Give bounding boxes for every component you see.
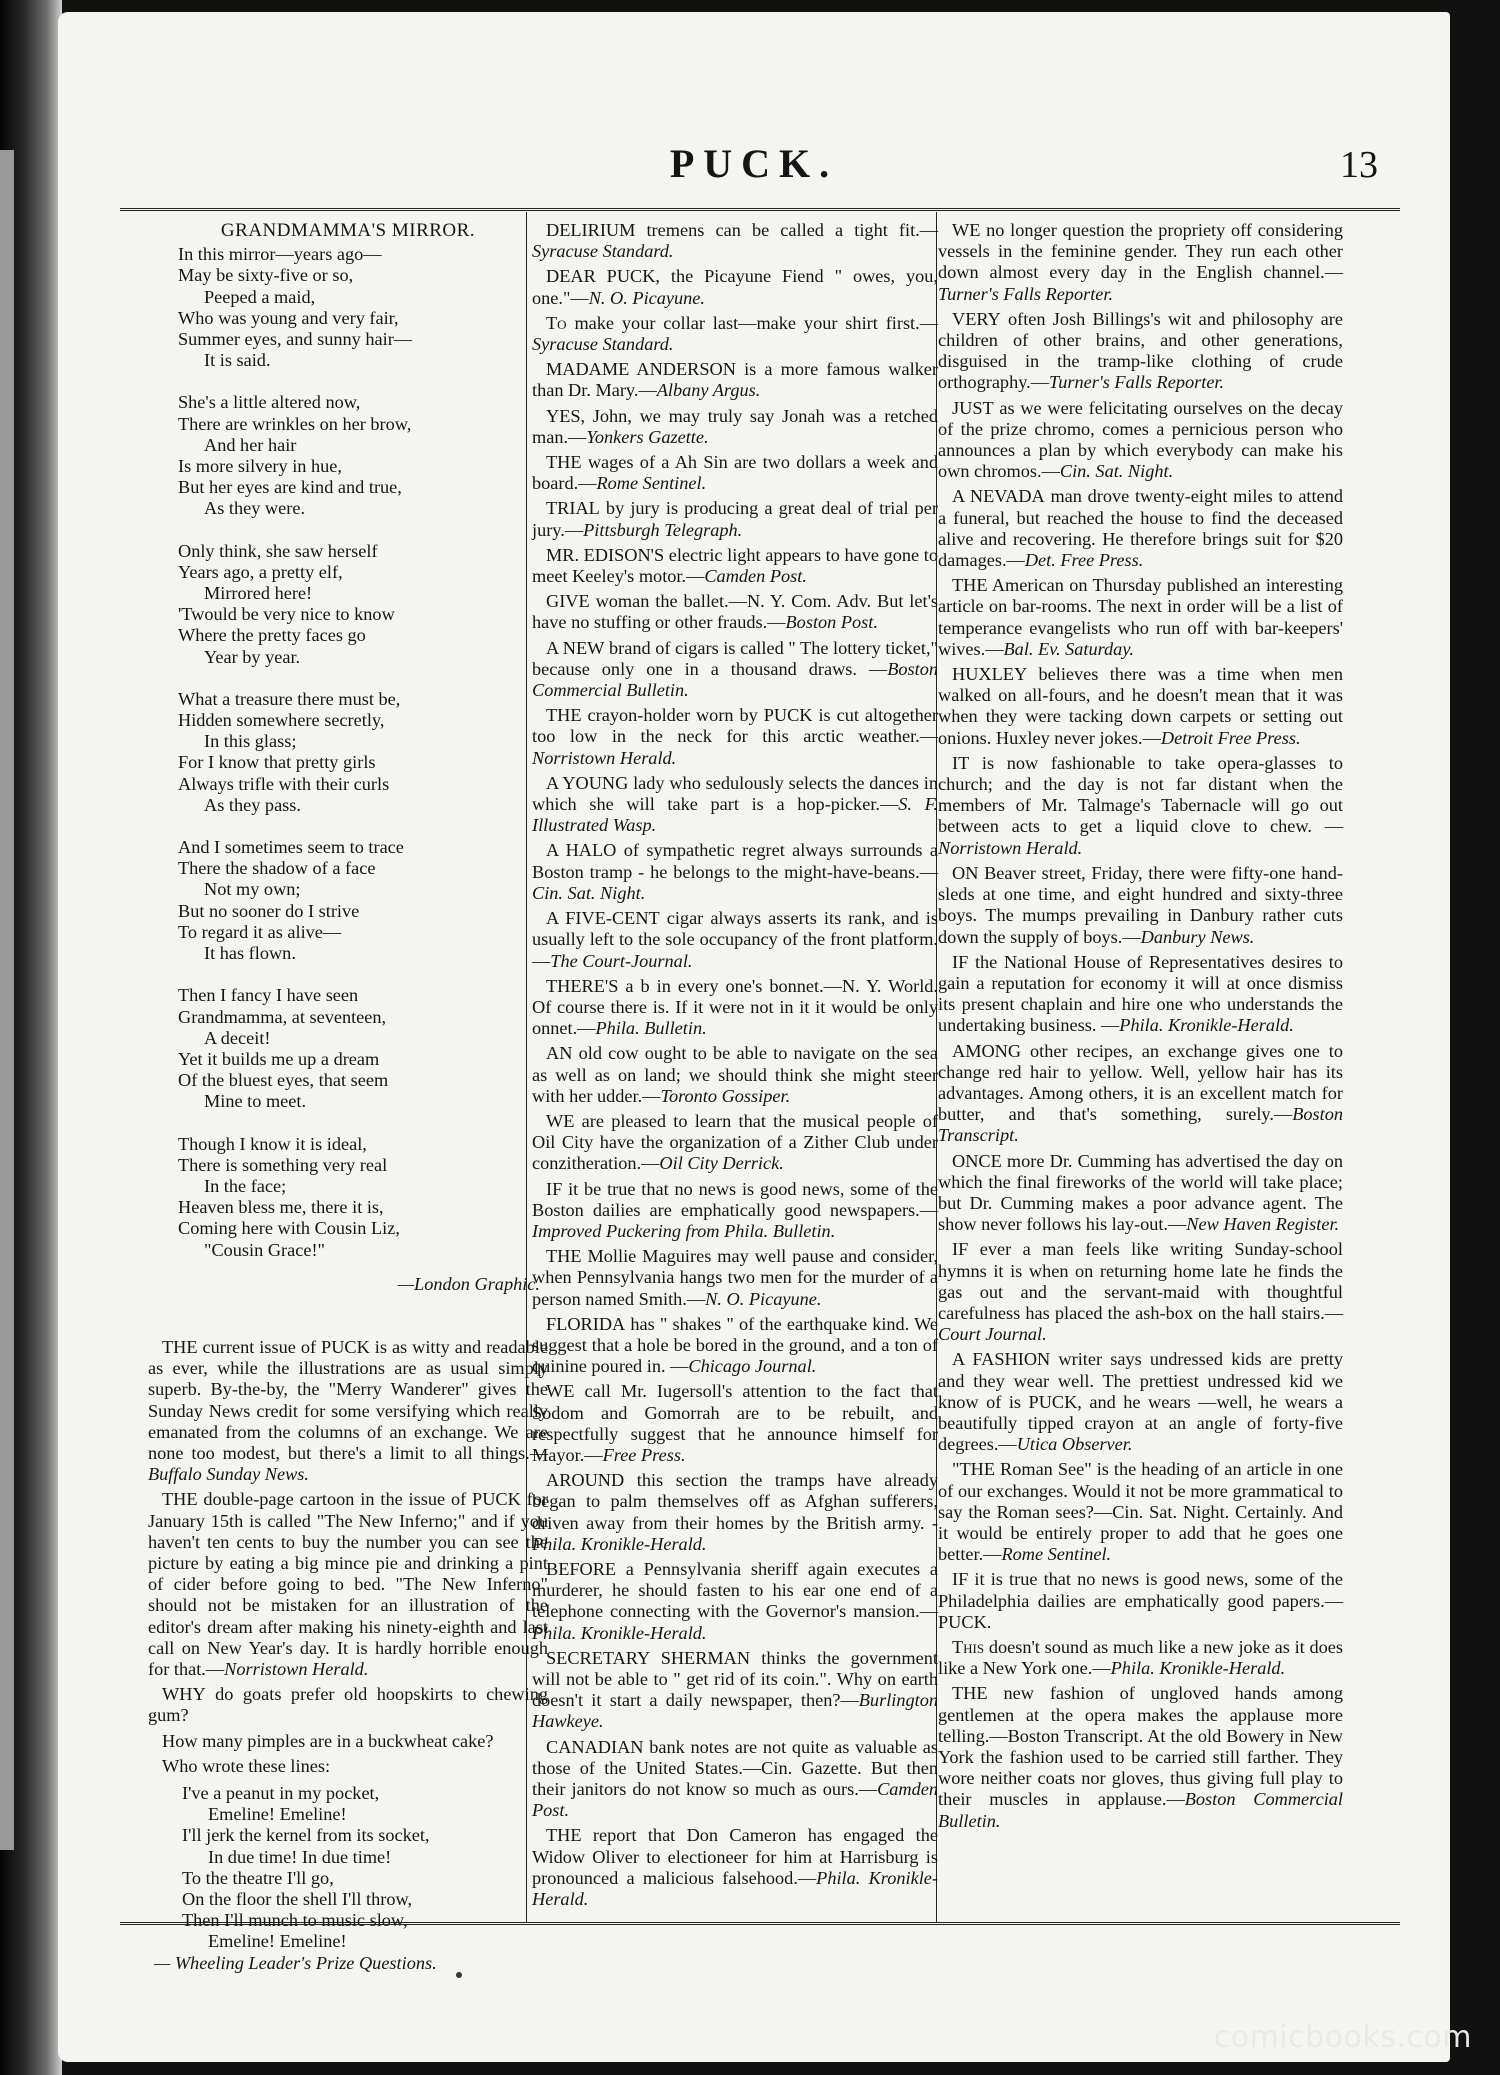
verse-line: Emeline! Emeline! [208,1804,347,1825]
paragraph [532,976,938,1040]
paragraph-text: tremens can be called a tight fit.— [635,220,938,240]
lead-word: THE [546,452,582,473]
poem-line: Who was young and very fair, [178,307,399,328]
lead-word: TRIAL [546,498,600,519]
verse-body [182,1783,548,1953]
source-citation: Rome Sentinel. [596,473,707,494]
poem-line: But her eyes are kind and true, [178,477,402,498]
source-citation: New Haven Register. [1186,1214,1340,1235]
poem-line: There are wrinkles on her brow, [178,413,412,434]
source-citation: Boston Commercial Bulletin. [532,658,938,701]
source-citation: Boston Commercial Bulletin. [938,1789,1344,1831]
paragraph [532,1314,938,1378]
poem-line: There the shadow of a face [178,858,376,879]
paragraph-text: are pleased to learn that the musical people of Oil City have the organization of a Zither Club under conzitheration.— [532,1110,938,1174]
source-citation: Det. Free Press. [1024,550,1144,571]
verse-line: I've a peanut in my pocket, [182,1783,380,1803]
paragraph-text: a b in every one's bonnet.—N. Y. World. Of course there is. If it were not in it it would be only onnet.— [532,975,938,1039]
paragraph-text: American on Thursday published an interesting article on bar-rooms. The next in order will be a list of temperance evangelists who run off with bar-keepers' wives.— [938,575,1343,659]
poem-source: —London Graphic. [397,1273,540,1294]
paragraph [938,575,1343,660]
paragraph-text: do goats prefer old hoopskirts to chewing gum? [148,1684,548,1726]
paragraph [532,773,938,837]
lead-word: A NEW [546,637,605,658]
lead-word: A HALO [546,840,617,861]
poem-line: Then I fancy I have seen [178,985,359,1006]
source-citation: Camden Post. [532,1779,938,1821]
poem-line: Heaven bless me, there it is, [178,1197,384,1218]
paragraph [532,908,938,972]
source-citation: Turner's Falls Reporter. [1049,372,1225,393]
paragraph [938,1637,1343,1679]
poem-stanza [178,689,548,816]
source-citation: N. O. Picayune. [588,287,705,308]
lead-word: AMONG [952,1040,1022,1061]
source-citation: Albany Argus. [656,380,761,401]
paragraph [532,1179,938,1243]
paragraph-text: often Josh Billings's wit and philosophy are children of other brains, and other generations, disguised in the tramp-like clothing of crude orthography.— [938,308,1343,393]
poem-line: 'Twould be very nice to know [178,604,395,625]
facing-page-edge [0,150,14,1850]
source-citation: The Court-Journal. [550,950,693,971]
paragraph [938,1459,1343,1565]
poem-line: In this glass; [204,731,297,752]
lead-word: HUXLEY [952,664,1028,685]
lead-word: A NEVADA [952,486,1045,507]
poem-line: Peeped a maid, [204,286,316,307]
paragraph-text: John, we may truly say Jonah was a retched man.— [532,405,938,447]
poem-line: As they were. [204,498,306,519]
lead-word: WE [546,1381,575,1402]
lead-word: To [546,312,567,333]
paragraph-text: doesn't sound as much like a new joke as it does like a New York one.— [938,1637,1343,1679]
paragraph-text: it be true that no news is good news, some of the Boston dailies are emphatically good newspapers.— [532,1178,938,1220]
lead-word: JUST [952,397,994,418]
paragraph [532,452,938,494]
source-citation: N. O. Picayune. [705,1288,822,1309]
lead-word: A YOUNG [546,772,629,793]
paragraph [938,1569,1343,1633]
verse-source: — Wheeling Leader's Prize Questions. [154,1952,437,1973]
lead-word: THE [546,1246,582,1267]
paragraph [532,545,938,587]
poem-line: As they pass. [204,794,301,815]
paragraph [532,498,938,540]
verse-line: To the theatre I'll go, [182,1867,334,1888]
lead-word: THERE'S [546,975,619,996]
paragraph-text: wages of a Ah Sin are two dollars a week and board.— [532,452,938,494]
top-rule [120,208,1400,213]
poem-line: Always trifle with their curls [178,773,390,794]
paragraph-text: Beaver street, Friday, there were fifty-one hand-sleds at one time, and eight hundred and sixty-three boys. The mumps prevailing in Danbury rather cuts down the supply of boys.— [938,862,1343,947]
watermark: comicbooks.com [1213,2020,1472,2055]
lead-word: THE [952,1683,988,1704]
lead-word: DEAR [546,266,596,287]
paragraph [938,1151,1343,1236]
lead-word: IF [546,1178,563,1199]
paragraph-text: old cow ought to be able to navigate on the sea as well as on land; we should think she might steer with her udder.— [532,1043,938,1106]
column-3 [938,220,1343,1836]
paragraph [532,359,938,401]
poem-line: Of the bluest eyes, that seem [178,1070,389,1091]
lead-word: GIVE [546,591,590,612]
paragraph [532,266,938,308]
paragraph [532,1737,938,1822]
poem-line: To regard it as alive— [178,921,342,942]
paragraph-text: bank notes are not quite as valuable as those of the United States.—Cin. Gazette. But then their janitors do not know so much as ours.— [532,1736,938,1800]
lead-word: WE [546,1110,575,1131]
paragraph [532,1043,938,1107]
lead-word: BEFORE [546,1558,617,1579]
paragraph [938,863,1343,948]
lead-word: "THE [952,1459,995,1480]
lead-word: DELIRIUM [546,220,636,240]
poem-line: Summer eyes, and sunny hair— [178,329,413,350]
lead-word: This [952,1637,985,1657]
verse-line: Then I'll munch to music slow, [182,1910,408,1931]
lead-word: AN [546,1043,573,1064]
poem-line: But no sooner do I strive [178,900,360,921]
lead-word: THE [162,1336,198,1357]
paragraph-text: Mollie Maguires may well pause and consider, when Pennsylvania hangs two men for the murder of a person named Smith.— [532,1246,938,1309]
poem-line: "Cousin Grace!" [204,1239,326,1260]
poem-line: It is said. [204,350,271,371]
source-citation: Yonkers Gazette. [586,426,709,447]
paragraph-text: lady who sedulously selects the dances in which she will take part is a hop-picker.— [532,772,938,815]
source-citation: Phila. Kronikle-Herald. [1110,1658,1286,1679]
lead-word: IF [952,951,969,972]
paragraph-text: more Dr. Cumming has advertised the day on which the final fireworks of the world will take place; but Dr. Cumming makes a poor advance agent. The show never follows his lay-out.— [938,1150,1343,1235]
paragraph-text: writer says undressed kids are pretty and they wear well. The prettiest undressed kid we know of is PUCK, and he wears —well, he wears a beautifully tipped crayon at an angle of forty-five degrees.— [938,1349,1343,1455]
paragraph [532,1470,938,1555]
source-citation: Phila. Kronikle-Herald. [532,1867,938,1910]
paragraph [148,1489,548,1680]
poem-line: And I sometimes seem to trace [178,837,404,858]
paragraph-text: other recipes, an exchange gives one to change red hair to yellow. Well, yellow hair has its advantages. Among others, it is an excellent match for butter, and that's something, surely.— [938,1040,1343,1125]
paragraph-text: by jury is producing a great deal of trial per jury.— [532,498,938,540]
paragraph [532,1111,938,1175]
lead-word: WHY [162,1684,206,1705]
paragraph [532,1559,938,1644]
source-citation: Norristown Herald. [532,747,677,768]
paragraph-text: PUCK, the Picayune Fiend " owes, you, one."— [532,266,938,308]
source-citation: Burlington Hawkeye. [532,1690,938,1732]
paragraph-text: is a more famous walker than Dr. Mary.— [532,359,938,401]
paragraph-text: new fashion of ungloved hands among gentlemen at the opera makes the applause more telling.—Boston Transcript. At the old Bowery in New York the fashion used to be carried still farther. They wore neither coats nor gloves, thus giving full play to their muscles in applause.— [938,1683,1343,1810]
paragraph [938,398,1343,483]
bottom-rule [120,1922,1400,1927]
paragraph-text: a Pennsylvania sheriff again executes a murderer, he should fasten to his ear one end of a telephone connecting with the Governor's mansion.— [532,1558,938,1622]
lead-word: FLORIDA [546,1313,626,1334]
lead-word: MR. EDISON'S [546,544,665,565]
lead-word: VERY [952,308,1001,329]
paragraph [532,705,938,769]
paragraph-text: of sympathetic regret always surrounds a Boston tramp - he belongs to the might-have-beans.— [532,840,938,882]
paragraph [938,486,1343,571]
lead-word: THE [546,705,582,726]
paragraph-text: has " shakes " of the earthquake kind. We suggest that a hole be bored in the ground, and a ton of quinine poured in. — [532,1313,938,1377]
poem-line: In this mirror—years ago— [178,244,382,265]
paragraph [532,1648,938,1733]
poem-line: Is more silvery in hue, [178,456,342,477]
paragraph-text: make your collar last—make your shirt first.— [566,312,938,333]
source-citation: S. F. Illustrated Wasp. [532,794,938,836]
source-citation: Phila. Bulletin. [595,1018,707,1039]
paragraph [938,1683,1343,1831]
source-citation: Turner's Falls Reporter. [938,283,1114,304]
paragraph [938,952,1343,1037]
poem-line: Mirrored here! [204,583,313,604]
paragraph [532,1381,938,1466]
source-citation: Toronto Gossiper. [660,1085,791,1106]
poem-stanza [178,985,548,1112]
paragraph [148,1337,548,1485]
ink-speck [456,1972,462,1978]
paragraph-text: thinks the government will not be able to " get rid of its coin.". Why on earth doesn't it start a daily newspaper, then?— [532,1647,938,1711]
poem-line: Hidden somewhere secretly, [178,710,385,731]
lead-word: ON [952,862,979,883]
book-spine [0,0,62,2075]
paragraph-text: Roman See" is the heading of an article in one of our exchanges. Would it not be more grammatical to say the Roman sees?—Cin. Sat. Night. Certainly. And it would be entirely proper to add that he goes one better.— [938,1459,1343,1565]
poem-line: In the face; [204,1175,287,1196]
column-2 [532,220,938,1914]
poem-line: She's a little altered now, [178,392,361,413]
source-citation: Phila. Kronikle-Herald. [532,1622,707,1643]
lead-word: MADAME ANDERSON [546,359,736,380]
paragraph-text: this section the tramps have already began to palm themselves off as Afghan sufferers, driven away from their homes by the British army. - [532,1470,938,1533]
source-citation: Syracuse Standard. [532,241,674,262]
paragraph [532,638,938,702]
source-citation: Rome Sentinel. [1001,1544,1112,1565]
paragraph [938,753,1343,859]
paragraph-text: electric light appears to have gone to meet Keeley's motor.— [532,544,938,587]
source-citation: Cin. Sat. Night. [532,882,646,903]
paragraph [532,313,938,355]
source-citation: Norristown Herald. [224,1658,369,1679]
poem-stanza [178,1134,548,1261]
paragraph-text: the National House of Representatives desires to gain a reputation for economy it will at once dismiss its present chaplain and hire one who understands the undertaking business. — [938,951,1343,1036]
verse-line: In due time! In due time! [208,1846,392,1867]
poem-line: Only think, she saw herself [178,540,378,561]
lead-word: WE [952,220,981,240]
source-citation: Improved Puckering from Phila. Bulletin. [532,1220,836,1241]
paragraph [938,220,1343,305]
lead-word: YES, [546,405,586,426]
lead-word: THE [162,1489,198,1510]
paragraph-text: call Mr. Iugersoll's attention to the fact that Sodom and Gomorrah are to be rebuilt, and respectfully suggest that he announce himself for Mayor.— [532,1381,938,1465]
paragraph [938,1349,1343,1455]
lead-word: THE [546,1825,582,1846]
lead-word: IT [952,752,970,773]
paragraph [532,406,938,448]
source-citation: Free Press. [602,1444,686,1465]
paragraph-text: crayon-holder worn by PUCK is cut altogether too low in the neck for this arctic weather.— [532,705,938,747]
paragraph-text: it is true that no news is good news, some of the Philadelphia dailies are emphatically good papers.—PUCK. [938,1569,1343,1632]
source-citation: Danbury News. [1140,926,1255,947]
paragraph-text: cigar always asserts its rank, and is usually left to the sole occupancy of the front platform.— [532,908,938,971]
poem-line: Years ago, a pretty elf, [178,561,343,582]
paragraph-text: double-page cartoon in the issue of PUCK for January 15th is called "The New Inferno;" and if you haven't ten cents to buy the number you can see the picture by eating a big mince pie and drinking a pint of cider before going to bed. "The New Inferno" should not be mistaken for an illustration of the editor's dream after making his ninety-eighth and last call on New Year's day. It is hardly horrible enough for that.— [148,1489,548,1679]
paragraph-text: current issue of PUCK is as witty and readable as ever, while the illustrations are as usual simply superb. By-the-by, the "Merry Wanderer" gives the Sunday News credit for some versifying which really emanated from the columns of an exchange. We are none too modest, but there's a limit to all things.— [148,1336,548,1463]
source-citation: Court Journal. [938,1324,1047,1345]
poem-line: Grandmamma, at seventeen, [178,1006,387,1027]
paragraph [532,1246,938,1310]
paragraph [938,1239,1343,1345]
lead-word: A FASHION [952,1349,1051,1370]
poem-stanza [178,244,548,371]
verse-line: On the floor the shell I'll throw, [182,1889,413,1910]
poem-line: There is something very real [178,1154,388,1175]
paragraph-text: believes there was a time when men walked on all-fours, and he doesn't mean that it was when they were tacking down carpets or setting out onions. Huxley never jokes.— [938,664,1343,748]
source-citation: Oil City Derrick. [659,1153,784,1174]
source-citation: Phila. Kronikle-Herald. [532,1533,707,1554]
lead-word: CANADIAN [546,1736,644,1757]
poem-line: What a treasure there must be, [178,688,401,709]
poem-stanza [178,541,548,668]
poem-line: Though I know it is ideal, [178,1133,367,1154]
source-citation: Boston Transcript. [938,1104,1343,1146]
source-citation: Chicago Journal. [688,1356,817,1377]
paragraph-text: no longer question the propriety off considering vessels in the feminine gender. They run each other down almost every day in the English channel.— [938,220,1343,283]
source-citation: Boston Post. [785,612,878,633]
lead-word: A FIVE-CENT [546,908,660,929]
question: Who wrote these lines: [162,1755,331,1776]
poem-line: Yet it builds me up a dream [178,1048,380,1069]
paragraph [532,1825,938,1910]
source-citation: Syracuse Standard. [532,334,674,355]
poem-stanza [178,837,548,964]
source-citation: Bal. Ev. Saturday. [1003,638,1135,659]
masthead-title: PUCK. [669,141,839,186]
paragraph-text: report that Don Cameron has engaged the Widow Oliver to electioneer for him at Harrisburg is pronounced a malicious falsehood.— [532,1825,938,1888]
source-citation: Pittsburgh Telegraph. [583,519,743,540]
verse-line: Emeline! Emeline! [208,1931,347,1952]
source-citation: Buffalo Sunday News. [148,1464,309,1485]
paragraph-text: woman the ballet.—N. Y. Com. Adv. But let's have no stuffing or other frauds.— [532,591,938,633]
poem-line: Year by year. [204,646,301,667]
paragraph-text: man drove twenty-eight miles to attend a funeral, but reached the house to find the deceased alive and recovering. He therefore brings suit for $20 damages.— [938,486,1343,571]
poem-line: May be sixty-five or so, [178,265,354,286]
source-citation: Phila. Kronikle-Herald. [1119,1015,1294,1036]
lead-word: AROUND [546,1470,625,1491]
source-citation: Detroit Free Press. [1160,727,1301,748]
poem-line: It has flown. [204,943,296,964]
paragraph-text: is now fashionable to take opera-glasses to church; and the day is not far distant when the members of Mr. Talmage's Tabernacle will go out between acts to get a liquid clove to chew. — [938,752,1343,837]
paragraph [532,840,938,904]
paragraph-text: ever a man feels like writing Sunday-school hymns it is when on returning home late he finds the gas out and the servant-maid with thoughtful carefulness has placed the ash-box on the hall stairs.— [938,1239,1343,1323]
source-citation: Cin. Sat. Night. [1059,461,1174,482]
paragraph [938,664,1343,749]
verse-line: I'll jerk the kernel from its socket, [182,1825,430,1846]
paragraph-text: as we were felicitating ourselves on the decay of the prize chromo, comes a pernicious person who announces a plan by which everybody can make his own chromos.— [938,397,1343,482]
source-citation: Camden Post. [704,566,807,587]
poem-line: Where the pretty faces go [178,625,366,646]
paragraph [532,220,938,262]
source-citation: Utica Observer. [1016,1434,1133,1455]
column-1 [148,220,548,1974]
poem-title: GRANDMAMMA'S MIRROR. [220,220,476,241]
magazine-page [58,12,1450,2062]
lead-word: THE [952,575,988,596]
lead-word: ONCE [952,1150,1002,1171]
poem-line: Coming here with Cousin Liz, [178,1218,400,1239]
question: How many pimples are in a buckwheat cake? [162,1730,494,1751]
paragraph-text: brand of cigars is called " The lottery ticket," because only one in a thousand draws. — [532,637,939,679]
lead-word: IF [952,1239,969,1260]
page-number: 13 [1340,144,1378,186]
lead-word: IF [952,1569,969,1590]
poem-line: For I know that pretty girls [178,752,376,773]
paragraph [938,309,1343,394]
poem-body [148,244,548,1261]
paragraph [148,1684,548,1726]
poem-line: Not my own; [204,879,301,900]
lead-word: SECRETARY SHERMAN [546,1647,751,1668]
poem-stanza [178,392,548,519]
paragraph [532,591,938,633]
poem-line: And her hair [204,434,297,455]
poem-line: A deceit! [204,1027,271,1048]
paragraph [938,1041,1343,1147]
source-citation: Norristown Herald. [938,837,1083,858]
poem-line: Mine to meet. [204,1091,307,1112]
